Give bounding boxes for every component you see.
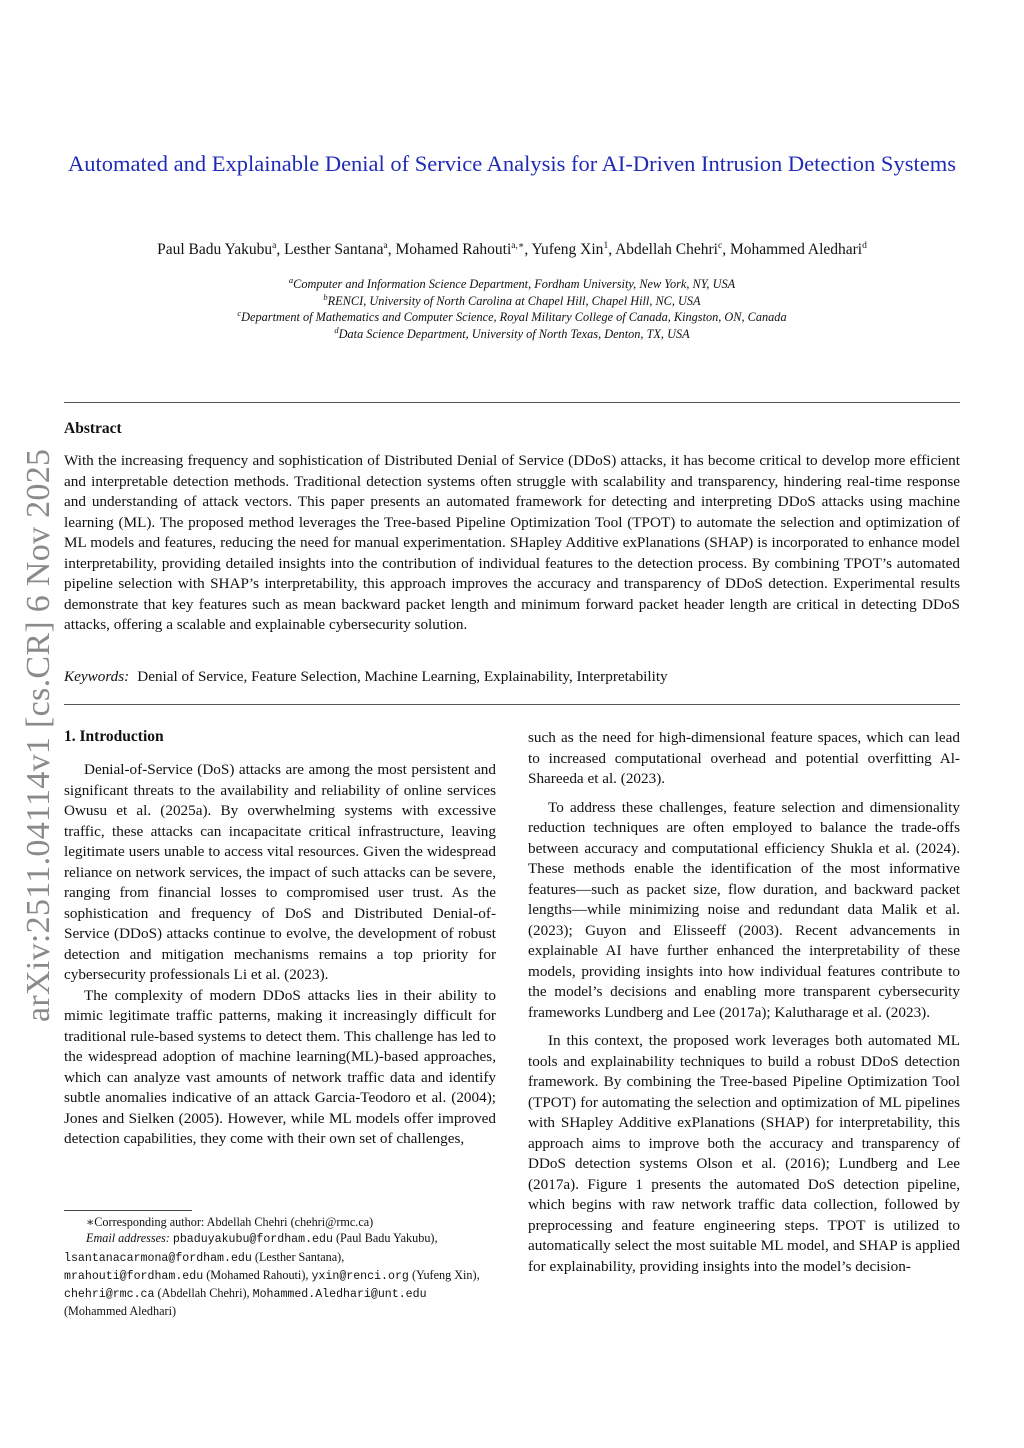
right-column (528, 728, 960, 1277)
email-owner: (Mohammed Aledhari) (64, 1304, 177, 1319)
author-name: Yufeng Xin (531, 241, 604, 258)
author-name: Lesther Santana (284, 241, 384, 258)
corresponding-author-note: ∗Corresponding author: Abdellah Chehri (chehri@rmc.ca) (86, 1215, 374, 1229)
email-link[interactable]: yxin@renci.org (311, 1269, 409, 1283)
email-owner: (Lesther Santana), (254, 1249, 345, 1264)
email-owner: (Paul Badu Yakubu), (335, 1231, 438, 1246)
email-line (64, 1267, 496, 1285)
author-name: Abdellah Chehri (615, 241, 718, 258)
email-owner: (Abdellah Chehri), (157, 1286, 250, 1301)
abstract-text: With the increasing frequency and sophistication of Distributed Denial of Service (DDoS) attacks, it has become critical to develop more efficient and interpretable detection methods. Traditional detection systems often struggle with scalability and transparency, hindering real-time response and understanding of attack vectors. This paper presents an automated framework for detecting and interpreting DDoS attacks using machine learning (ML). The proposed method leverages the Tree-based Pipeline Optimization Tool (TPOT) to automate the selection and optimization of ML models and features, reducing the need for manual experimentation. SHapley Additive exPlanations (SHAP) is incorporated to enhance model interpretability, providing detailed insights into the contribution of individual features to the detection process. By combining TPOT’s automated pipeline selection with SHAP’s interpretability, this approach improves the accuracy and transparency of DDoS detection. Experimental results demonstrate that key features such as mean backward packet length and minimum forward packet header length are critical in detecting DDoS attacks, offering a scalable and explainable cybersecurity solution. (64, 452, 960, 633)
author-sup: 1 (603, 240, 609, 251)
paragraph: such as the need for high-dimensional feature spaces, which can lead to increased computational overhead and potential overfitting Al-Shareeda et al. (2023). (528, 729, 960, 787)
keywords-list: Denial of Service, Feature Selection, Machine Learning, Explainability, Interpretability (137, 668, 668, 685)
email-line (64, 1230, 496, 1248)
keywords (64, 667, 960, 687)
author-sup: d (862, 240, 867, 251)
abstract-heading: Abstract (64, 420, 122, 437)
arxiv-stamp: arXiv:2511.04114v1 [cs.CR] 6 Nov 2025 (20, 448, 57, 1022)
author-name: Mohammed Aledhari (729, 241, 863, 258)
affiliations (60, 276, 964, 342)
left-column (64, 760, 496, 1150)
author-sup: a,∗ (511, 240, 525, 251)
email-line (64, 1285, 496, 1303)
affiliation-sup: a (288, 274, 294, 285)
affiliation (60, 293, 964, 310)
keywords-label: Keywords: (64, 668, 130, 685)
author-name: Paul Badu Yakubu (157, 241, 273, 258)
affiliation-text: Department of Mathematics and Computer Science, Royal Military College of Canada, Kingston, ON, Canada (241, 310, 787, 324)
footnotes (64, 1214, 496, 1320)
paragraph: In this context, the proposed work leverages both automated ML tools and explainability techniques to build a robust DDoS detection framework. By combining the Tree-based Pipeline Optimization Tool (TPOT) for automating the selection and optimization of ML pipelines with SHapley Additive exPlanations (SHAP) for interpretability, this approach aims to improve both the accuracy and transparency of DDoS detection systems Olson et al. (2016); Lundberg and Lee (2017a). Figure 1 presents the automated DoS detection pipeline, which begins with raw network traffic data collection, followed by preprocessing and feature engineering steps. TPOT is utilized to automatically select the most suitable ML model, and SHAP is applied for explainability, providing insights into the model’s decision- (528, 1032, 960, 1275)
affiliation (60, 276, 964, 293)
footnote-rule (64, 1210, 192, 1211)
paragraph: The complexity of modern DDoS attacks lies in their ability to mimic legitimate traffic patterns, making it increasingly difficult for traditional rule-based systems to detect them. This challenge has led to the widespread adoption of machine learning(ML)-based approaches, which can analyze vast amounts of network traffic data and identify subtle anomalies indicative of an attack Garcia-Teodoro et al. (2004); Jones and Sielken (2005). However, while ML models offer improved detection capabilities, they come with their own set of challenges, (64, 986, 496, 1147)
abstract-top-rule (64, 402, 960, 403)
author-sup: a (383, 240, 388, 251)
affiliation-sup: d (334, 324, 339, 335)
paper-title: Automated and Explainable Denial of Service Analysis for AI-Driven Intrusion Detection Systems (68, 151, 956, 176)
email-link[interactable]: pbaduyakubu@fordham.edu (172, 1233, 333, 1247)
affiliation-text: RENCI, University of North Carolina at Chapel Hill, Chapel Hill, NC, USA (327, 293, 701, 308)
email-link[interactable]: mrahouti@fordham.edu (64, 1269, 204, 1283)
author-sup: a (272, 240, 277, 251)
abstract-bottom-rule (64, 704, 960, 705)
affiliation-text: Computer and Information Science Department, Fordham University, New York, NY, USA (293, 277, 736, 291)
affiliation (60, 326, 964, 343)
author-name: Mohamed Rahouti (395, 241, 512, 258)
email-label: Email addresses: (86, 1231, 170, 1246)
paragraph: Denial-of-Service (DoS) attacks are among the most persistent and significant threats to the availability and reliability of online services Owusu et al. (2025a). By overwhelming systems with excessive traffic, these attacks can incapacitate critical infrastructure, leaving legitimate users unable to access vital resources. Given the widespread reliance on network services, the impact of such attacks can be severe, ranging from financial losses to compromised user trust. As the sophistication and frequency of DoS and Distributed Denial-of-Service (DDoS) attacks continue to evolve, the development of robust detection and mitigation mechanisms remains a top priority for cybersecurity professionals Li et al. (2023). (64, 761, 496, 983)
affiliation-sup: c (237, 307, 242, 318)
author-list: Paul Badu Yakubu$^a$, Lesther Santana$^a$, Mohamed Rahouti$^{a,∗}$, Yufeng Xin$^1$, Abdellah Chehri$^c$, Mohammed Aledhari$^d$ (157, 240, 867, 258)
affiliation-text: Data Science Department, University of North Texas, Denton, TX, USA (338, 326, 690, 341)
author-sup: c (717, 240, 723, 251)
affiliation (60, 309, 964, 326)
email-owner: (Yufeng Xin), (411, 1267, 480, 1282)
section-heading-introduction: 1. Introduction (64, 728, 164, 745)
paragraph: To address these challenges, feature selection and dimensionality reduction techniques are often employed to balance the trade-offs between accuracy and computational efficiency Shukla et al. (2024). These methods enable the identification of the most informative features—such as packet size, flow duration, and backward packet lengths—while minimizing noise and redundant data Malik et al. (2023); Guyon and Elisseeff (2003). Recent advancements in explainable AI have further enhanced the interpretability of these models, providing insights into how individual features contribute to the model’s decisions and enabling more transparent cybersecurity frameworks Lundberg and Lee (2017a); Kalutharage et al. (2023). (528, 798, 960, 1021)
email-link[interactable]: lsantanacarmona@fordham.edu (64, 1251, 252, 1265)
email-owner: (Mohamed Rahouti), (206, 1267, 309, 1282)
affiliation-sup: b (323, 291, 328, 302)
email-link[interactable]: Mohammed.Aledhari@unt.edu (252, 1288, 427, 1302)
email-line (64, 1249, 496, 1267)
email-link[interactable]: chehri@rmc.ca (64, 1288, 155, 1302)
